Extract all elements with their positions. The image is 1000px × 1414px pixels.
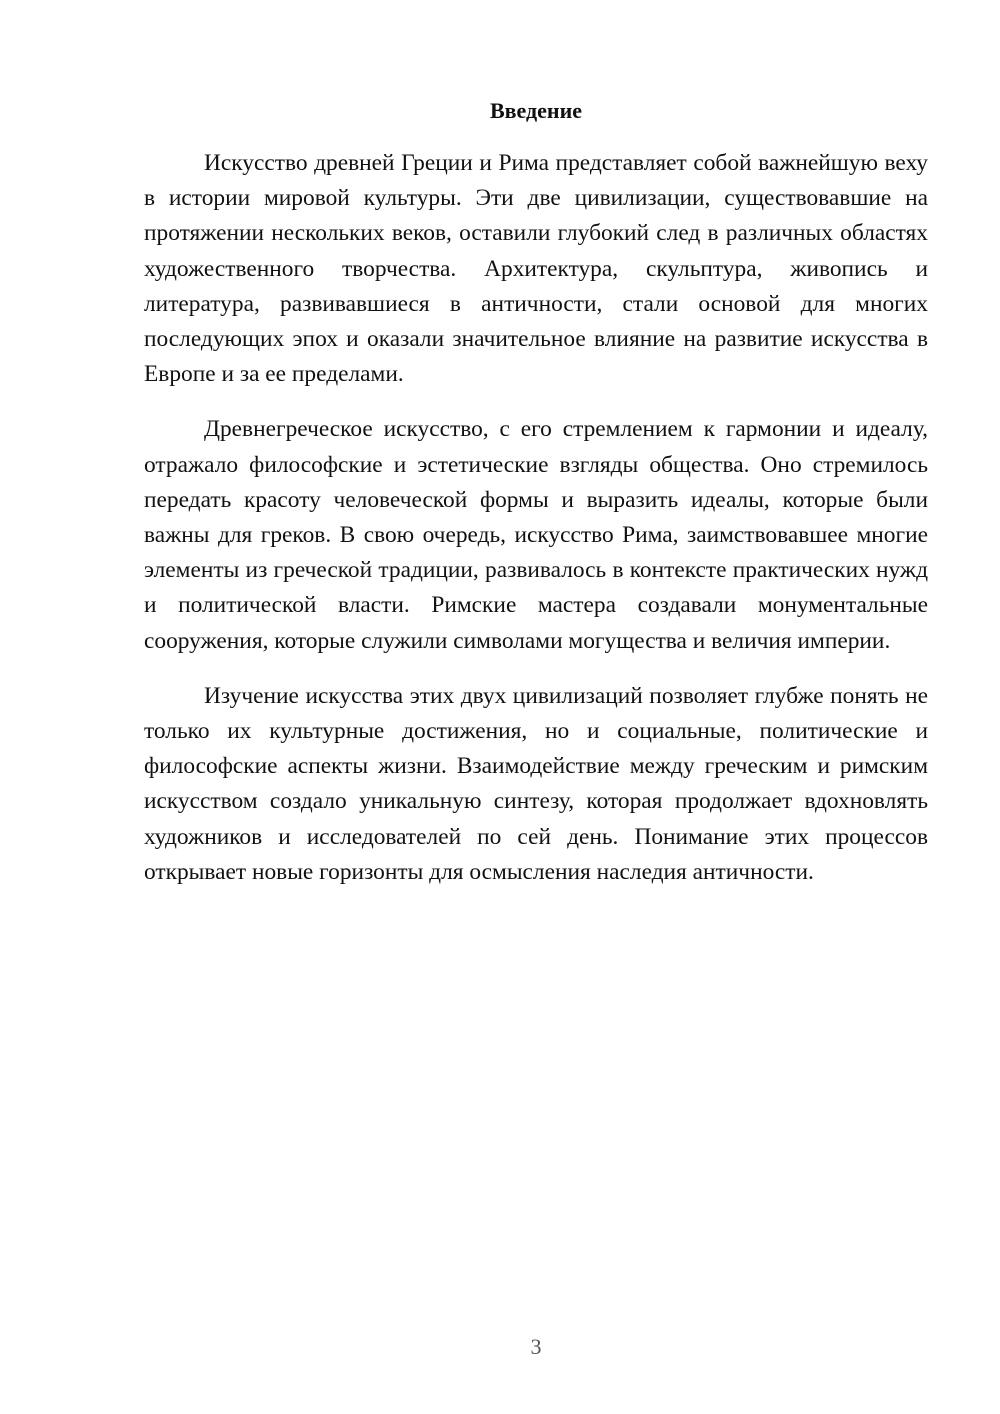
page-content — [144, 96, 928, 910]
paragraph-1: Искусство древней Греции и Рима представляет собой важнейшую веху в истории мировой культуры. Эти две цивилизации, существовавшие на протяжении нескольких веков, оставили глубокий след в различных областях художественного творчества. Архитектура, скульптура, живопись и литература, развивавшиеся в античности, стали основой для многих последующих эпох и оказали значительное влияние на развитие искусства в Европе и за ее пределами. — [144, 150, 928, 388]
paragraph-3: Изучение искусства этих двух цивилизаций позволяет глубже понять не только их культурные достижения, но и социальные, политические и философские аспекты жизни. Взаимодействие между греческим и римским искусством создало уникальную синтезу, которая продолжает вдохновлять художников и исследователей по сей день. Понимание этих процессов открывает новые горизонты для осмысления наследия античности. — [144, 682, 928, 885]
paragraph-2: Древнегреческое искусство, с его стремлением к гармонии и идеалу, отражало философские и эстетические взгляды общества. Оно стремилось передать красоту человеческой формы и выразить идеалы, которые были важны для греков. В свою очередь, искусство Рима, заимствовавшее многие элементы из греческой традиции, развивалось в контексте практических нужд и политической власти. Римские мастера создавали монументальные сооружения, которые служили символами могущества и величия империи. — [144, 416, 928, 654]
section-title: Введение — [489, 98, 583, 123]
page-number: 3 — [530, 1334, 542, 1359]
